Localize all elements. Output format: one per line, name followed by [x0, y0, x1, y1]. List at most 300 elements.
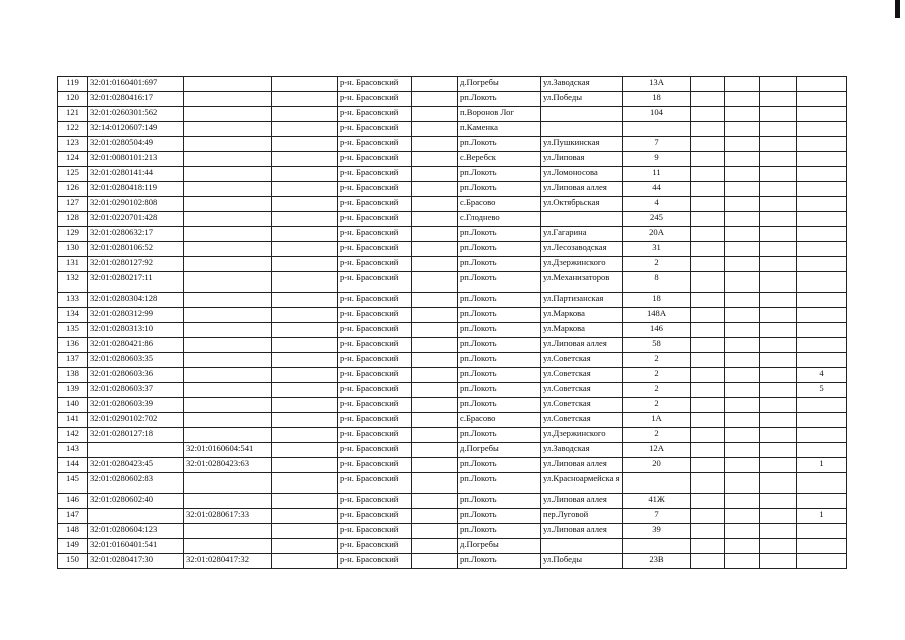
cell-c6	[412, 383, 458, 398]
cell-street	[541, 212, 623, 227]
cell-cad2	[184, 413, 272, 428]
cell-c6	[412, 122, 458, 137]
cell-c6	[412, 92, 458, 107]
cell-cad2: 32:01:0280417:32	[184, 554, 272, 569]
cell-settlement: рп.Локоть	[458, 383, 541, 398]
page-edge-mark	[895, 0, 900, 18]
cell-c11	[725, 137, 760, 152]
cell-c11	[725, 167, 760, 182]
property-register-table	[57, 76, 847, 569]
cell-c12	[760, 458, 797, 473]
cell-cad2	[184, 182, 272, 197]
cell-settlement: рп.Локоть	[458, 92, 541, 107]
cell-n: 134	[58, 308, 88, 323]
cell-house: 13А	[623, 77, 691, 92]
cell-c6	[412, 167, 458, 182]
cell-c12	[760, 428, 797, 443]
cell-n: 132	[58, 272, 88, 293]
cell-c10	[691, 242, 725, 257]
cell-house: 20	[623, 458, 691, 473]
cell-cad2	[184, 398, 272, 413]
cell-c12	[760, 368, 797, 383]
cell-street: ул.Гагарина	[541, 227, 623, 242]
cell-n: 121	[58, 107, 88, 122]
table-row	[58, 323, 847, 338]
cell-c12	[760, 398, 797, 413]
cell-c10	[691, 107, 725, 122]
cell-c12	[760, 77, 797, 92]
cell-house: 2	[623, 257, 691, 272]
cell-c10	[691, 122, 725, 137]
cell-street: ул.Советская	[541, 353, 623, 368]
cell-c6	[412, 137, 458, 152]
cell-street: ул.Заводская	[541, 77, 623, 92]
cell-settlement: рп.Локоть	[458, 182, 541, 197]
cell-cad: 32:01:0080101:213	[88, 152, 184, 167]
cell-c10	[691, 473, 725, 494]
cell-n: 143	[58, 443, 88, 458]
cell-house: 2	[623, 398, 691, 413]
cell-region: р-н. Брасовский	[338, 353, 412, 368]
cell-settlement: рп.Локоть	[458, 323, 541, 338]
cell-cad2	[184, 368, 272, 383]
cell-street: ул.Липовая	[541, 152, 623, 167]
table-row	[58, 308, 847, 323]
cell-c4	[272, 353, 338, 368]
cell-c13	[797, 152, 847, 167]
cell-settlement: рп.Локоть	[458, 473, 541, 494]
cell-c12	[760, 308, 797, 323]
cell-c13	[797, 539, 847, 554]
cell-c12	[760, 413, 797, 428]
cell-c4	[272, 137, 338, 152]
cell-region: р-н. Брасовский	[338, 197, 412, 212]
cell-street: ул.Маркова	[541, 308, 623, 323]
cell-cad2	[184, 77, 272, 92]
cell-settlement: рп.Локоть	[458, 257, 541, 272]
cell-house: 11	[623, 167, 691, 182]
cell-region: р-н. Брасовский	[338, 524, 412, 539]
cell-c4	[272, 443, 338, 458]
cell-cad2	[184, 473, 272, 494]
cell-settlement: рп.Локоть	[458, 308, 541, 323]
cell-settlement: рп.Локоть	[458, 524, 541, 539]
cell-cad: 32:01:0280127:92	[88, 257, 184, 272]
cell-cad: 32:01:0280632:17	[88, 227, 184, 242]
cell-c12	[760, 554, 797, 569]
cell-c11	[725, 428, 760, 443]
cell-c11	[725, 122, 760, 137]
cell-c10	[691, 539, 725, 554]
cell-cad: 32:01:0280304:128	[88, 293, 184, 308]
cell-house: 1А	[623, 413, 691, 428]
cell-cad2	[184, 338, 272, 353]
cell-region: р-н. Брасовский	[338, 539, 412, 554]
cell-c4	[272, 107, 338, 122]
cell-cad: 32:01:0280603:39	[88, 398, 184, 413]
cell-n: 137	[58, 353, 88, 368]
cell-c6	[412, 257, 458, 272]
cell-street: ул.Октябрьская	[541, 197, 623, 212]
cell-street	[541, 107, 623, 122]
cell-c12	[760, 137, 797, 152]
cell-cad2	[184, 152, 272, 167]
cell-cad: 32:01:0280141:44	[88, 167, 184, 182]
cell-c11	[725, 509, 760, 524]
table-row	[58, 413, 847, 428]
cell-n: 125	[58, 167, 88, 182]
cell-c11	[725, 539, 760, 554]
cell-settlement: рп.Локоть	[458, 554, 541, 569]
cell-c4	[272, 152, 338, 167]
cell-n: 122	[58, 122, 88, 137]
cell-house: 148А	[623, 308, 691, 323]
cell-c4	[272, 212, 338, 227]
cell-c6	[412, 509, 458, 524]
cell-cad2	[184, 212, 272, 227]
cell-c12	[760, 338, 797, 353]
cell-c6	[412, 152, 458, 167]
cell-street: ул.Липовая аллея	[541, 182, 623, 197]
cell-cad: 32:01:0280217:11	[88, 272, 184, 293]
cell-c10	[691, 353, 725, 368]
table-row	[58, 77, 847, 92]
cell-c12	[760, 272, 797, 293]
cell-c6	[412, 323, 458, 338]
cell-settlement: рп.Локоть	[458, 338, 541, 353]
cell-cad2	[184, 293, 272, 308]
cell-c13	[797, 122, 847, 137]
cell-c6	[412, 293, 458, 308]
cell-settlement: рп.Локоть	[458, 272, 541, 293]
cell-c4	[272, 554, 338, 569]
cell-c12	[760, 494, 797, 509]
table-row	[58, 293, 847, 308]
cell-cad2	[184, 428, 272, 443]
cell-cad2: 32:01:0280423:63	[184, 458, 272, 473]
cell-settlement: с.Брасово	[458, 197, 541, 212]
cell-settlement: рп.Локоть	[458, 227, 541, 242]
cell-region: р-н. Брасовский	[338, 257, 412, 272]
cell-cad: 32:01:0280603:35	[88, 353, 184, 368]
cell-cad: 32:01:0280421:86	[88, 338, 184, 353]
cell-c10	[691, 272, 725, 293]
cell-c4	[272, 92, 338, 107]
cell-c12	[760, 443, 797, 458]
cell-c4	[272, 257, 338, 272]
table-row	[58, 242, 847, 257]
table-row	[58, 227, 847, 242]
cell-c6	[412, 398, 458, 413]
cell-n: 123	[58, 137, 88, 152]
cell-street: ул.Ломоносова	[541, 167, 623, 182]
cell-region: р-н. Брасовский	[338, 167, 412, 182]
cell-house: 245	[623, 212, 691, 227]
table-row	[58, 197, 847, 212]
cell-c4	[272, 473, 338, 494]
cell-n: 150	[58, 554, 88, 569]
cell-c4	[272, 458, 338, 473]
cell-cad2	[184, 122, 272, 137]
table-row	[58, 167, 847, 182]
cell-house: 2	[623, 383, 691, 398]
cell-house: 9	[623, 152, 691, 167]
cell-cad2	[184, 272, 272, 293]
cell-c4	[272, 323, 338, 338]
cell-c10	[691, 152, 725, 167]
cell-c11	[725, 398, 760, 413]
cell-settlement: рп.Локоть	[458, 242, 541, 257]
table-row	[58, 92, 847, 107]
cell-c13	[797, 212, 847, 227]
cell-c13	[797, 137, 847, 152]
table-row	[58, 182, 847, 197]
cell-c4	[272, 539, 338, 554]
cell-settlement: п.Воронов Лог	[458, 107, 541, 122]
cell-c4	[272, 308, 338, 323]
cell-street: ул.Красноармейска я	[541, 473, 623, 494]
cell-street: ул.Механизаторов	[541, 272, 623, 293]
cell-c4	[272, 167, 338, 182]
cell-region: р-н. Брасовский	[338, 458, 412, 473]
cell-settlement: рп.Локоть	[458, 368, 541, 383]
cell-street: ул.Партизанская	[541, 293, 623, 308]
cell-street: ул.Заводская	[541, 443, 623, 458]
cell-c10	[691, 257, 725, 272]
cell-c10	[691, 323, 725, 338]
cell-house: 104	[623, 107, 691, 122]
cell-c4	[272, 182, 338, 197]
cell-settlement: с.Веребск	[458, 152, 541, 167]
cell-cad: 32:01:0160401:697	[88, 77, 184, 92]
cell-region: р-н. Брасовский	[338, 554, 412, 569]
cell-c10	[691, 443, 725, 458]
cell-c6	[412, 197, 458, 212]
cell-c11	[725, 227, 760, 242]
cell-cad: 32:01:0260301:562	[88, 107, 184, 122]
cell-c4	[272, 494, 338, 509]
cell-c10	[691, 368, 725, 383]
table-row	[58, 524, 847, 539]
cell-c13	[797, 308, 847, 323]
cell-house: 31	[623, 242, 691, 257]
cell-settlement: с.Брасово	[458, 413, 541, 428]
cell-c4	[272, 293, 338, 308]
cell-c4	[272, 398, 338, 413]
cell-n: 148	[58, 524, 88, 539]
cell-c6	[412, 272, 458, 293]
cell-c12	[760, 242, 797, 257]
cell-c10	[691, 293, 725, 308]
cell-cad: 32:01:0290102:808	[88, 197, 184, 212]
cell-c11	[725, 107, 760, 122]
cell-n: 130	[58, 242, 88, 257]
cell-c12	[760, 353, 797, 368]
table-row	[58, 272, 847, 293]
cell-c10	[691, 458, 725, 473]
cell-c12	[760, 509, 797, 524]
cell-n: 141	[58, 413, 88, 428]
cell-c4	[272, 338, 338, 353]
cell-cad2	[184, 524, 272, 539]
cell-street: ул.Липовая аллея	[541, 524, 623, 539]
cell-c4	[272, 242, 338, 257]
table-row	[58, 368, 847, 383]
cell-c11	[725, 524, 760, 539]
cell-c11	[725, 554, 760, 569]
cell-settlement: п.Каменка	[458, 122, 541, 137]
cell-c11	[725, 458, 760, 473]
cell-n: 128	[58, 212, 88, 227]
cell-c12	[760, 107, 797, 122]
cell-cad2	[184, 137, 272, 152]
cell-c13: 4	[797, 368, 847, 383]
cell-c10	[691, 212, 725, 227]
cell-c10	[691, 308, 725, 323]
cell-street: ул.Советская	[541, 398, 623, 413]
cell-c11	[725, 152, 760, 167]
cell-region: р-н. Брасовский	[338, 398, 412, 413]
cell-cad: 32:01:0280416:17	[88, 92, 184, 107]
cell-street	[541, 122, 623, 137]
table-row	[58, 212, 847, 227]
table-row	[58, 458, 847, 473]
cell-n: 144	[58, 458, 88, 473]
cell-cad2	[184, 257, 272, 272]
cell-cad2	[184, 323, 272, 338]
cell-house: 2	[623, 353, 691, 368]
cell-settlement: рп.Локоть	[458, 494, 541, 509]
cell-c13	[797, 167, 847, 182]
cell-c11	[725, 383, 760, 398]
cell-c13	[797, 107, 847, 122]
cell-c10	[691, 428, 725, 443]
cell-c13	[797, 494, 847, 509]
cell-cad: 32:01:0280417:30	[88, 554, 184, 569]
cell-street: ул.Советская	[541, 383, 623, 398]
cell-n: 127	[58, 197, 88, 212]
cell-cad2: 32:01:0280617:33	[184, 509, 272, 524]
cell-region: р-н. Брасовский	[338, 494, 412, 509]
cell-settlement: с.Глоднево	[458, 212, 541, 227]
cell-c10	[691, 92, 725, 107]
cell-c11	[725, 473, 760, 494]
cell-house: 18	[623, 92, 691, 107]
cell-house: 12А	[623, 443, 691, 458]
cell-cad: 32:01:0280603:37	[88, 383, 184, 398]
table-row	[58, 338, 847, 353]
cell-n: 120	[58, 92, 88, 107]
table-row	[58, 383, 847, 398]
cell-c6	[412, 473, 458, 494]
cell-n: 136	[58, 338, 88, 353]
cell-region: р-н. Брасовский	[338, 368, 412, 383]
cell-cad2	[184, 197, 272, 212]
cell-region: р-н. Брасовский	[338, 212, 412, 227]
cell-c4	[272, 428, 338, 443]
cell-street: ул.Дзержинского	[541, 257, 623, 272]
cell-c13	[797, 257, 847, 272]
cell-c12	[760, 122, 797, 137]
cell-c11	[725, 272, 760, 293]
cell-c12	[760, 539, 797, 554]
cell-c12	[760, 197, 797, 212]
cell-c10	[691, 338, 725, 353]
cell-n: 133	[58, 293, 88, 308]
cell-region: р-н. Брасовский	[338, 107, 412, 122]
cell-house: 2	[623, 368, 691, 383]
cell-c6	[412, 212, 458, 227]
cell-street: ул.Победы	[541, 554, 623, 569]
cell-c6	[412, 494, 458, 509]
cell-c13	[797, 338, 847, 353]
cell-c11	[725, 212, 760, 227]
cell-cad: 32:01:0280313:10	[88, 323, 184, 338]
cell-street: ул.Советская	[541, 413, 623, 428]
cell-c11	[725, 308, 760, 323]
cell-c6	[412, 353, 458, 368]
cell-street	[541, 539, 623, 554]
cell-house: 39	[623, 524, 691, 539]
cell-c13: 1	[797, 458, 847, 473]
cell-house: 8	[623, 272, 691, 293]
cell-c6	[412, 338, 458, 353]
cell-cad: 32:01:0160401:541	[88, 539, 184, 554]
cell-cad2	[184, 167, 272, 182]
table-row	[58, 539, 847, 554]
cell-n: 138	[58, 368, 88, 383]
cell-c12	[760, 473, 797, 494]
cell-house	[623, 122, 691, 137]
cell-n: 119	[58, 77, 88, 92]
cell-c11	[725, 293, 760, 308]
cell-settlement: рп.Локоть	[458, 353, 541, 368]
cell-region: р-н. Брасовский	[338, 227, 412, 242]
cell-cad: 32:01:0280504:49	[88, 137, 184, 152]
cell-c12	[760, 152, 797, 167]
cell-c13	[797, 524, 847, 539]
cell-region: р-н. Брасовский	[338, 323, 412, 338]
cell-settlement: рп.Локоть	[458, 167, 541, 182]
cell-c13	[797, 443, 847, 458]
cell-c4	[272, 272, 338, 293]
cell-settlement: д.Погребы	[458, 77, 541, 92]
cell-cad: 32:01:0220701:428	[88, 212, 184, 227]
cell-street: ул.Маркова	[541, 323, 623, 338]
cell-region: р-н. Брасовский	[338, 272, 412, 293]
cell-house: 2	[623, 428, 691, 443]
cell-region: р-н. Брасовский	[338, 242, 412, 257]
cell-c6	[412, 458, 458, 473]
cell-c12	[760, 323, 797, 338]
cell-house: 18	[623, 293, 691, 308]
cell-house: 4	[623, 197, 691, 212]
table-row	[58, 152, 847, 167]
cell-c6	[412, 107, 458, 122]
cell-region: р-н. Брасовский	[338, 443, 412, 458]
cell-c6	[412, 554, 458, 569]
cell-cad2	[184, 383, 272, 398]
cell-house: 7	[623, 509, 691, 524]
cell-c13	[797, 197, 847, 212]
cell-region: р-н. Брасовский	[338, 122, 412, 137]
cell-c11	[725, 338, 760, 353]
cell-cad2	[184, 539, 272, 554]
cell-c11	[725, 242, 760, 257]
cell-c11	[725, 257, 760, 272]
cell-settlement: рп.Локоть	[458, 458, 541, 473]
cell-street: ул.Липовая аллея	[541, 338, 623, 353]
